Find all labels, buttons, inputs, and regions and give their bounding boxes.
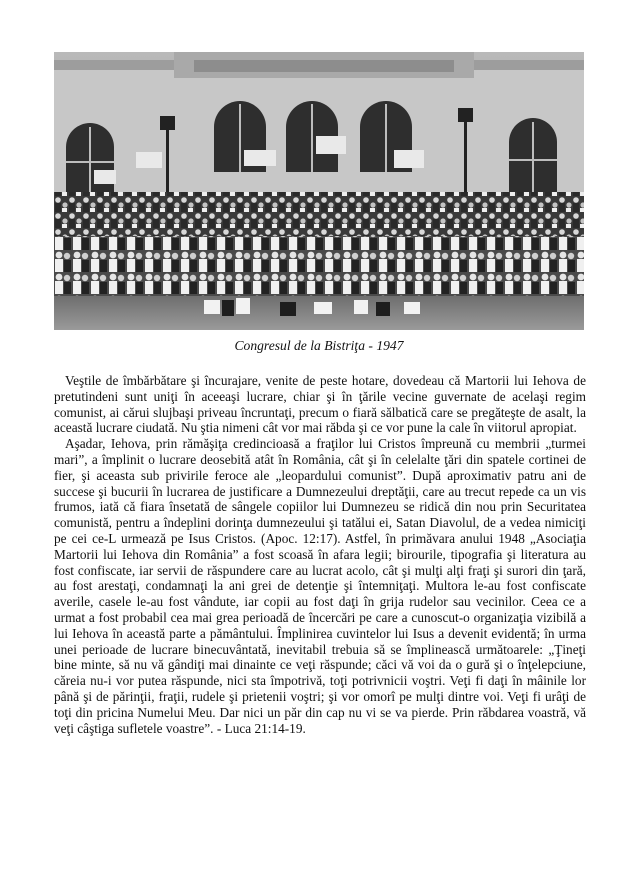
historical-group-photo-icon xyxy=(54,52,584,330)
paragraph: Veştile de îmbărbătare şi încurajare, venite de peste hotare, dovedeau că Martorii lui Iehova de pretutindeni sunt uniţi în aceeaşi lucrare, chiar şi în ţările vecine guvernate de acelaşi regim comunist, ai cărui slujbaşi priveau încruntaţi, precum o fiară sălbatică care se pregăteşte de asalt, la această lucrare ciudată. Nu ştia nimeni cât vor mai răbda şi ce vor pune la cale în viitorul apropiat. xyxy=(54,373,586,436)
article-body xyxy=(54,373,586,736)
group-photo xyxy=(54,52,584,330)
paragraph: Aşadar, Iehova, prin rămăşiţa credincioasă a fraţilor lui Cristos împreună cu membrii „turmei mari”, a împlinit o lucrare deosebită atât în România, cât şi în celelalte ţări din spatele cortinei de fier, şi aceasta sub privirile feroce ale „leopardului comunist”. După aproximativ patru ani de succese şi bucurii în lucrarea de justificare a Dumnezeului dreptăţii, care au trecut repede ca un vis frumos, iată că fiara însetată de sângele copiilor lui Dumnezeu se ridică din nou prin Securitatea comunistă, pentru a îndeplini dorinţa dumnezeului şi tatălui ei, Satan Diavolul, de a vedea nimiciţi pe cei ce-L urmează pe Isus Cristos. (Apoc. 12:17). Astfel, în primăvara anului 1948 „Asociaţia Martorii lui Iehova din România” a fost scoasă în afara legii; birourile, tipografia şi literatura au fost confiscate, iar servii de răspundere care au lucrat acolo, cât şi mulţi alţi fraţi şi surori din ţară, au fost arestaţi, condamnaţi la ani grei de detenţie şi întemniţaţi. Multora le-au fost confiscate averile, casele le-au fost vândute, iar copii au fost daţi în grija rudelor sau vecinilor. Ceea ce a urmat a fost probabil cea mai grea perioadă de încercări pe care a cunoscut-o organizaţia vizibilă a lui Iehova în această parte a pământului. Împlinirea cuvintelor lui Isus a devenit evidentă; în urma unei perioade de lucrare binecuvântată, inevitabil trebuia să se împlinească următoarele: „Ţineţi bine minte, să nu vă gândiţi mai dinainte ce veţi răspunde; căci vă voi da o gură şi o înţelepciune, căreia nu-i vor putea răspunde, nici sta împotrivă, toţi potrivnicii voştri. Veţi fi daţi în mâinile lor până şi de părinţii, fraţii, rudele şi prietenii voştri; şi vor omorî pe mulţi dintre voi. Veţi fi urâţi de toţi din pricina Numelui Meu. Dar nici un păr din cap nu vi se va pierde. Prin răbdarea voastră, vă veţi câştiga sufletele voastre”. - Luca 21:14-19. xyxy=(54,436,586,736)
photo-caption: Congresul de la Bistriţa - 1947 xyxy=(234,338,404,353)
